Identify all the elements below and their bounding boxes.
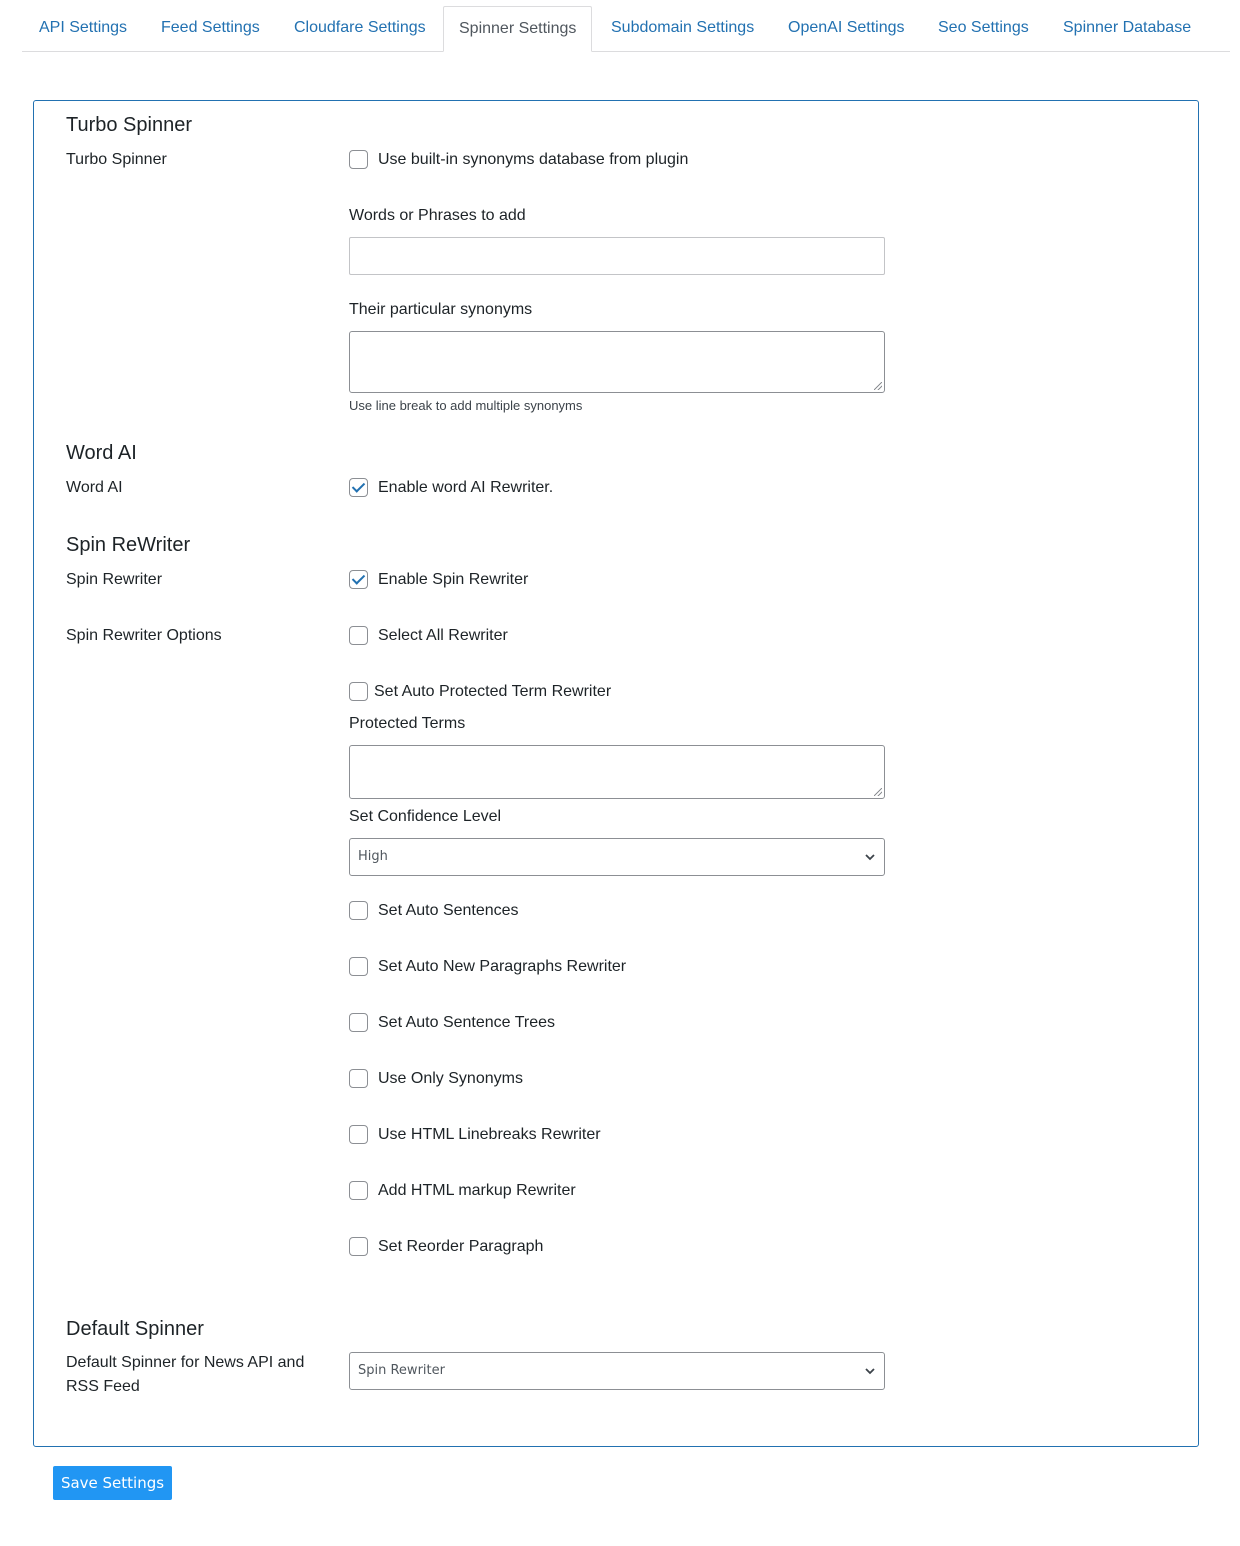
tab-cloudfare-settings[interactable]: Cloudfare Settings bbox=[294, 19, 426, 36]
synonyms-textarea[interactable] bbox=[349, 331, 885, 393]
auto-sentences-label: Set Auto Sentences bbox=[378, 902, 519, 919]
spin-rewriter-heading: Spin ReWriter bbox=[66, 534, 191, 556]
html-markup-checkbox[interactable] bbox=[349, 1181, 368, 1200]
resize-grip-icon bbox=[874, 382, 882, 390]
turbo-spinner-row-label: Turbo Spinner bbox=[66, 151, 167, 168]
auto-protected-term-label: Set Auto Protected Term Rewriter bbox=[374, 683, 612, 700]
tab-spinner-database[interactable]: Spinner Database bbox=[1063, 19, 1192, 36]
tab-openai-settings[interactable]: OpenAI Settings bbox=[788, 19, 905, 36]
only-synonyms-label: Use Only Synonyms bbox=[378, 1070, 523, 1087]
word-ai-heading: Word AI bbox=[66, 442, 137, 464]
spin-rewriter-options-label: Spin Rewriter Options bbox=[66, 627, 222, 644]
tab-seo-settings[interactable]: Seo Settings bbox=[938, 19, 1029, 36]
enable-spin-rewriter-checkbox[interactable] bbox=[349, 570, 368, 589]
tab-feed-settings[interactable]: Feed Settings bbox=[161, 19, 260, 36]
default-spinner-row-label-line1: Default Spinner for News API and bbox=[66, 1354, 305, 1371]
synonyms-help-text: Use line break to add multiple synonyms bbox=[349, 398, 583, 413]
chevron-down-icon bbox=[864, 851, 876, 863]
protected-terms-textarea[interactable] bbox=[349, 745, 885, 799]
words-phrases-input[interactable] bbox=[349, 237, 885, 275]
enable-word-ai-label: Enable word AI Rewriter. bbox=[378, 479, 554, 496]
only-synonyms-checkbox[interactable] bbox=[349, 1069, 368, 1088]
tab-subdomain-settings[interactable]: Subdomain Settings bbox=[611, 19, 755, 36]
tab-api-settings[interactable]: API Settings bbox=[39, 19, 128, 36]
auto-new-paragraphs-checkbox[interactable] bbox=[349, 957, 368, 976]
words-phrases-label: Words or Phrases to add bbox=[349, 207, 526, 224]
word-ai-row-label: Word AI bbox=[66, 479, 123, 496]
auto-new-paragraphs-label: Set Auto New Paragraphs Rewriter bbox=[378, 958, 627, 975]
confidence-level-label: Set Confidence Level bbox=[349, 808, 502, 825]
spin-rewriter-row-label: Spin Rewriter bbox=[66, 571, 163, 588]
auto-sentences-checkbox[interactable] bbox=[349, 901, 368, 920]
default-spinner-heading: Default Spinner bbox=[66, 1318, 204, 1340]
builtin-synonyms-checkbox[interactable] bbox=[349, 150, 368, 169]
protected-terms-label: Protected Terms bbox=[349, 715, 466, 732]
auto-sentence-trees-label: Set Auto Sentence Trees bbox=[378, 1014, 556, 1031]
default-spinner-row-label-line2: RSS Feed bbox=[66, 1378, 140, 1395]
save-settings-button[interactable]: Save Settings bbox=[53, 1466, 172, 1500]
auto-sentence-trees-checkbox[interactable] bbox=[349, 1013, 368, 1032]
confidence-level-value: High bbox=[358, 849, 388, 864]
html-linebreaks-checkbox[interactable] bbox=[349, 1125, 368, 1144]
turbo-spinner-heading: Turbo Spinner bbox=[66, 114, 192, 136]
builtin-synonyms-label: Use built-in synonyms database from plugin bbox=[378, 151, 689, 168]
confidence-level-select[interactable] bbox=[349, 838, 885, 876]
synonyms-label: Their particular synonyms bbox=[349, 301, 533, 318]
reorder-paragraph-label: Set Reorder Paragraph bbox=[378, 1238, 544, 1255]
resize-grip-icon bbox=[874, 788, 882, 796]
default-spinner-value: Spin Rewriter bbox=[358, 1363, 445, 1378]
default-spinner-select[interactable] bbox=[349, 1352, 885, 1390]
chevron-down-icon bbox=[864, 1365, 876, 1377]
settings-tab-bar bbox=[22, 6, 1230, 52]
enable-word-ai-checkbox[interactable] bbox=[349, 478, 368, 497]
select-all-rewriter-label: Select All Rewriter bbox=[378, 627, 508, 644]
auto-protected-term-checkbox[interactable] bbox=[349, 682, 368, 701]
html-markup-label: Add HTML markup Rewriter bbox=[378, 1182, 576, 1199]
reorder-paragraph-checkbox[interactable] bbox=[349, 1237, 368, 1256]
enable-spin-rewriter-label: Enable Spin Rewriter bbox=[378, 571, 529, 588]
select-all-rewriter-checkbox[interactable] bbox=[349, 626, 368, 645]
html-linebreaks-label: Use HTML Linebreaks Rewriter bbox=[378, 1126, 601, 1143]
tab-spinner-settings[interactable]: Spinner Settings bbox=[443, 6, 592, 52]
